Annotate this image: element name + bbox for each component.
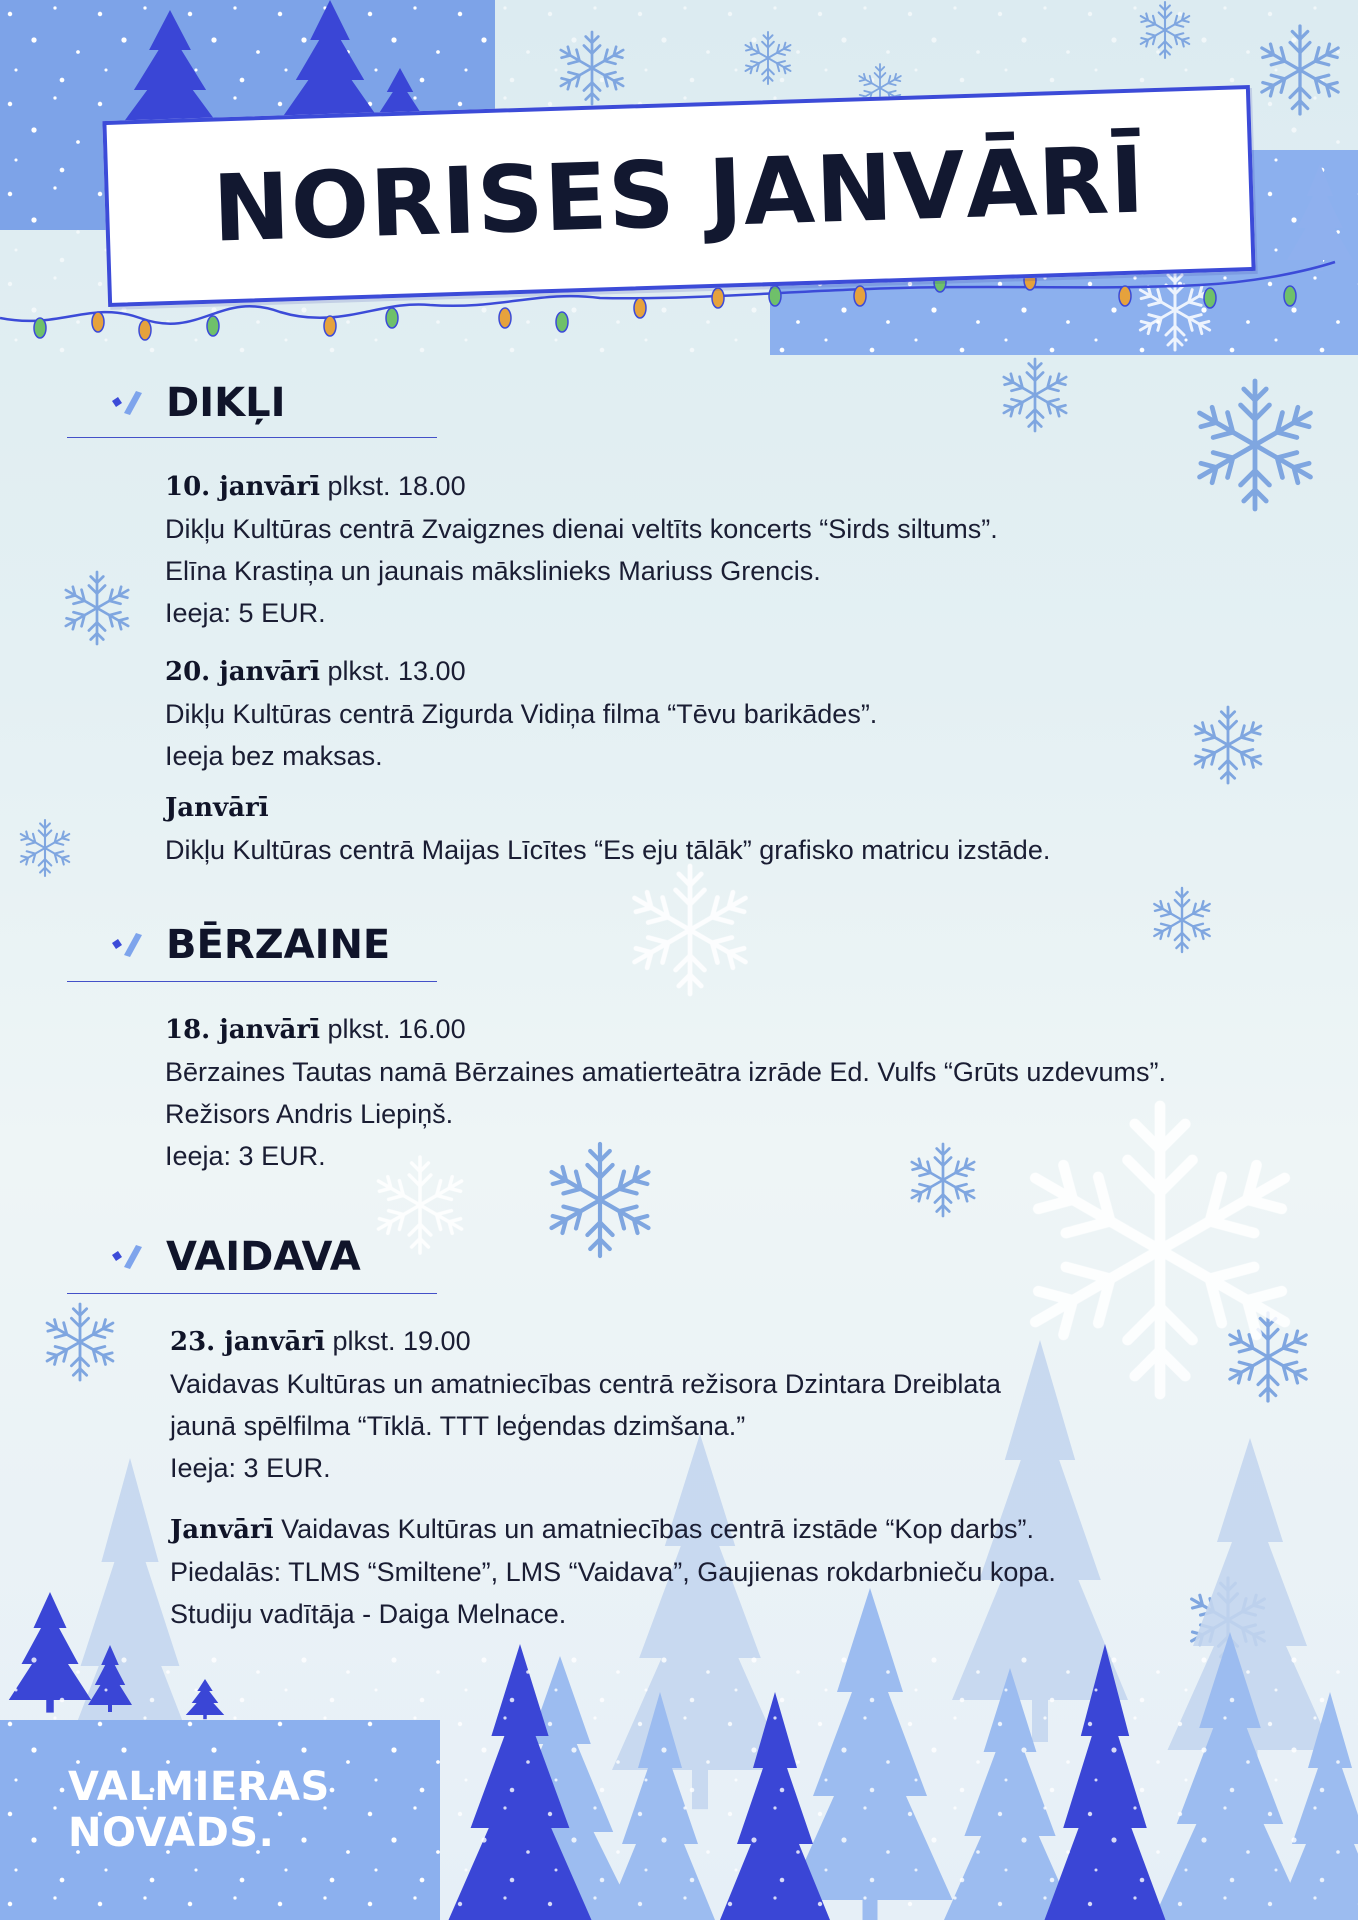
event-date: 23. janvārī [170,1327,325,1357]
event-item [165,1008,1315,1177]
event-description: Vaidavas Kultūras un amatniecības centrā izstāde “Kop darbs”. [281,1514,1035,1544]
event-description: Dikļu Kultūras centrā Zvaigznes dienai veltīts koncerts “Sirds siltums”. [165,514,998,544]
page-title: NORISES JANVĀRĪ [211,126,1147,263]
event-item [170,1320,1320,1489]
event-time: plkst. 19.00 [332,1326,471,1356]
event-date: 20. janvārī [165,657,320,687]
event-item [170,1508,1320,1635]
section-title: DIKĻI [166,380,286,426]
event-description: Vaidavas Kultūras un amatniecības centrā režisora Dzintara Dreiblata [170,1369,1001,1399]
section-heading-vaidava [108,1234,361,1280]
event-description: Režisors Andris Liepiņš. [165,1099,454,1129]
title-banner [102,85,1255,307]
tick-icon [108,931,144,959]
valmieras-novads-logo [68,1764,330,1856]
event-description: Dikļu Kultūras centrā Maijas Līcītes “Es eju tālāk” grafisko matricu izstāde. [165,835,1051,865]
tick-icon [108,1243,144,1271]
event-date: Janvārī [170,1515,274,1545]
logo-line: NOVADS. [68,1810,275,1856]
event-date: 10. janvārī [165,472,320,502]
section-heading-berzaine [108,922,391,968]
logo-line: VALMIERAS [68,1764,330,1810]
event-entry: Ieeja: 3 EUR. [170,1453,331,1483]
event-item [165,650,1315,777]
event-entry: Ieeja bez maksas. [165,741,383,771]
event-date: 18. janvārī [165,1015,320,1045]
event-entry: Ieeja: 5 EUR. [165,598,326,628]
event-description: jaunā spēlfilma “Tīklā. TTT leģendas dzimšana.” [170,1411,746,1441]
event-description: Studiju vadītāja - Daiga Melnace. [170,1599,567,1629]
event-date: Janvārī [165,793,269,823]
section-heading-dikli [108,380,286,426]
event-entry: Ieeja: 3 EUR. [165,1141,326,1171]
event-time: plkst. 16.00 [327,1014,466,1044]
event-description: Bērzaines Tautas namā Bērzaines amatierteātra izrāde Ed. Vulfs “Grūts uzdevums”. [165,1057,1166,1087]
tick-icon [108,389,144,417]
event-time: plkst. 13.00 [327,656,466,686]
event-description: Dikļu Kultūras centrā Zigurda Vidiņa filma “Tēvu barikādes”. [165,699,878,729]
event-item [165,465,1315,634]
event-description: Piedalās: TLMS “Smiltene”, LMS “Vaidava”, Gaujienas rokdarbnieču kopa. [170,1557,1056,1587]
section-divider [67,437,437,438]
section-title: VAIDAVA [166,1234,361,1280]
event-time: plkst. 18.00 [327,471,466,501]
event-description: Elīna Krastiņa un jaunais mākslinieks Mariuss Grencis. [165,556,821,586]
section-divider [67,1293,437,1294]
event-item [165,786,1315,871]
section-title: BĒRZAINE [166,922,391,968]
section-divider [67,981,437,982]
